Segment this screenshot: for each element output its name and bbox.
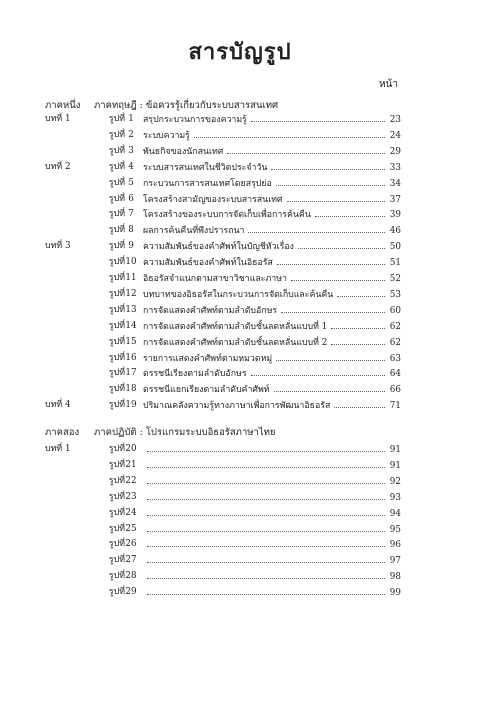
leader-dots	[331, 320, 385, 329]
page-number: 62	[389, 337, 401, 348]
leader-dots	[276, 352, 385, 361]
toc-row[interactable]	[45, 113, 401, 126]
toc-entry	[143, 367, 401, 381]
page-number: 97	[389, 556, 401, 567]
toc-row[interactable]	[45, 443, 401, 456]
figure-label: รูปที่	[108, 304, 125, 315]
figure-label: รูปที่	[108, 368, 125, 379]
figure-number: 1	[128, 114, 134, 124]
page-number: 98	[389, 572, 401, 583]
leader-dots	[334, 399, 385, 408]
toc-entry	[143, 145, 401, 159]
figure-label: รูปที่	[108, 209, 125, 220]
toc-entry	[143, 240, 401, 254]
chapter-label: บทที่ 4	[45, 400, 71, 411]
leader-dots	[248, 224, 385, 233]
chapter-label: บทที่ 3	[45, 241, 71, 252]
figure-number: 28	[125, 571, 137, 582]
toc-entry	[143, 459, 401, 473]
part1-label: ภาคหนึ่ง	[45, 100, 81, 111]
toc-row[interactable]	[45, 554, 401, 567]
figure-label: รูปที่	[108, 225, 125, 236]
figure-label: รูปที่	[108, 539, 125, 550]
figure-label: รูปที่	[108, 491, 125, 502]
toc-row[interactable]	[45, 586, 401, 599]
figure-title: การจัดแสดงคำศัพท์ตามลำดับชั้นลดหลั่นแบบที่ 2	[143, 337, 328, 348]
chapter-label: บทที่ 2	[45, 161, 71, 172]
toc-row[interactable]	[45, 304, 401, 317]
page-number: 46	[389, 226, 401, 237]
figure-title: โครงสร้างสามัญของระบบสารสนเทศ	[143, 194, 283, 205]
figure-number: 23	[125, 491, 137, 502]
figure-title: รายการแสดงคำศัพท์ตามหมวดหมู่	[143, 353, 273, 364]
toc-row[interactable]	[45, 352, 401, 365]
figure-label: รูปที่	[108, 320, 125, 331]
leader-dots	[274, 383, 385, 392]
figure-title: ดรรชนีเรียงตามลำดับอักษร	[143, 369, 247, 380]
figure-label: รูปที่	[108, 523, 125, 534]
toc-row[interactable]	[45, 208, 401, 221]
toc-row[interactable]	[45, 320, 401, 333]
toc-entry	[143, 383, 401, 397]
toc-entry	[143, 272, 401, 286]
figure-title: ความสัมพันธ์ของคำศัพท์ในอิธอรัส	[143, 258, 273, 269]
figure-title: โครงสร้างของระบบการจัดเก็บเพื่อการค้นคืน	[143, 210, 311, 221]
figure-title: การจัดแสดงคำศัพท์ตามลำดับชั้นลดหลั่นแบบที่ 1	[143, 321, 328, 332]
figure-number: 25	[125, 523, 137, 534]
page-number: 99	[389, 588, 401, 599]
figure-number: 13	[125, 304, 137, 315]
figure-number: 24	[125, 507, 137, 518]
page-number: 95	[389, 524, 401, 535]
toc-row[interactable]	[45, 145, 401, 158]
figure-number: 6	[128, 193, 134, 204]
page-number: 29	[389, 146, 401, 157]
toc-row[interactable]	[45, 161, 401, 174]
toc-entry	[143, 443, 401, 457]
toc-entry	[143, 523, 401, 537]
figure-number: 8	[128, 225, 134, 236]
toc-entry	[143, 336, 401, 350]
leader-dots	[147, 538, 385, 547]
toc-row[interactable]	[45, 272, 401, 285]
leader-dots	[147, 586, 385, 595]
leader-dots	[147, 523, 385, 532]
toc-entry	[143, 570, 401, 584]
page-number: 64	[389, 369, 401, 380]
toc-entry	[143, 208, 401, 222]
toc-row[interactable]	[45, 475, 401, 488]
figure-label: รูปที่	[108, 161, 125, 172]
toc-row[interactable]	[45, 507, 401, 520]
figure-number: 2	[128, 129, 134, 140]
page-number: 33	[389, 162, 401, 173]
figure-number: 14	[125, 320, 137, 331]
figure-number: 26	[125, 539, 137, 550]
toc-entry	[143, 161, 401, 175]
figure-label: รูปที่	[108, 475, 125, 486]
toc-row[interactable]	[45, 288, 401, 301]
toc-row[interactable]	[45, 383, 401, 396]
figure-label: รูปที่	[108, 507, 125, 518]
figure-number: 4	[128, 161, 134, 172]
figure-number: 7	[128, 209, 134, 220]
page-number: 94	[389, 508, 401, 519]
figure-number: 19	[125, 400, 137, 411]
part2-subtitle: ภาคปฏิบัติ : โปรแกรมระบบอิธอรัสภาษาไทย	[94, 427, 276, 438]
figure-label: รูปที่	[108, 555, 125, 566]
figure-number: 17	[125, 368, 137, 379]
toc-entry	[143, 113, 401, 127]
toc-row[interactable]	[45, 491, 401, 504]
leader-dots	[331, 336, 385, 345]
figure-label: รูปที่	[108, 114, 125, 124]
toc-row[interactable]	[45, 367, 401, 380]
figure-number: 20	[125, 444, 137, 454]
figure-label: รูปที่	[108, 459, 125, 470]
page-number: 39	[389, 210, 401, 221]
leader-dots	[251, 367, 385, 376]
toc-row[interactable]	[45, 399, 401, 412]
toc-entry	[143, 129, 401, 143]
toc-entry	[143, 320, 401, 334]
page-title: สารบัญรูป	[188, 39, 292, 65]
toc-row[interactable]	[45, 177, 401, 190]
figure-number: 18	[125, 384, 137, 395]
page-number: 34	[389, 178, 401, 189]
toc-entry	[143, 224, 401, 238]
page-number: 50	[389, 242, 401, 253]
leader-dots	[337, 288, 385, 297]
toc-entry	[143, 256, 401, 270]
figure-label: รูปที่	[108, 145, 125, 156]
figure-title: บทบาทของอิธอรัสในกระบวนการจัดเก็บและค้นคืน	[143, 289, 334, 300]
page-number: 91	[389, 460, 401, 471]
figure-label: รูปที่	[108, 444, 125, 454]
part2-label: ภาคสอง	[45, 427, 80, 438]
figure-title: พันธกิจของนักสนเทศ	[143, 146, 224, 157]
page-number: 66	[389, 385, 401, 396]
figure-label: รูปที่	[108, 352, 125, 363]
figure-number: 9	[128, 241, 134, 252]
figure-number: 15	[125, 336, 137, 347]
figure-number: 27	[125, 555, 137, 566]
leader-dots	[147, 459, 385, 468]
figure-label: รูปที่	[108, 257, 125, 268]
figure-title: สรุปกระบวนการของความรู้	[143, 115, 247, 125]
toc-entry	[143, 399, 401, 413]
figure-title: ความสัมพันธ์ของคำศัพท์ในบัญชีหัวเรื่อง	[143, 242, 294, 253]
figure-title: ปริมาณคลังความรู้ทางภาษาเพื่อการพัฒนาอิธอรัส	[143, 401, 331, 412]
chapter-label: บทที่ 1	[45, 114, 71, 124]
toc-entry	[143, 193, 401, 207]
figure-label: รูปที่	[108, 129, 125, 140]
leader-dots	[147, 475, 385, 484]
toc-entry	[143, 352, 401, 366]
toc-row[interactable]	[45, 459, 401, 472]
page-number: 71	[389, 401, 401, 412]
toc-entry	[143, 538, 401, 552]
leader-dots	[147, 554, 385, 563]
figure-label: รูปที่	[108, 193, 125, 204]
toc-row[interactable]	[45, 224, 401, 237]
figure-label: รูปที่	[108, 336, 125, 347]
figure-label: รูปที่	[108, 571, 125, 582]
figure-number: 21	[125, 459, 137, 470]
leader-dots	[194, 129, 385, 138]
figure-title: ดรรชนีแยกเรียงตามลำดับคำศัพท์	[143, 385, 270, 396]
toc-entry	[143, 491, 401, 505]
toc-row[interactable]	[45, 256, 401, 269]
figure-title: กระบวนการสารสนเทศโดยสรุปย่อ	[143, 178, 272, 189]
toc-entry	[143, 507, 401, 521]
leader-dots	[277, 256, 385, 265]
chapter-label: บทที่ 1	[45, 444, 71, 454]
leader-dots	[251, 113, 385, 122]
toc-entry	[143, 475, 401, 489]
page-number: 24	[389, 130, 401, 141]
page-number: 23	[389, 115, 401, 125]
part1-subtitle: ภาคทฤษฎี : ข้อควรรู้เกี่ยวกับระบบสารสนเทศ	[94, 100, 278, 111]
page-number: 91	[389, 445, 401, 455]
leader-dots	[147, 507, 385, 516]
page-number: 63	[389, 353, 401, 364]
figure-number: 16	[125, 352, 137, 363]
figure-title: ระบบสารสนเทศในชีวิตประจำวัน	[143, 162, 268, 173]
page-number: 62	[389, 321, 401, 332]
figure-label: รูปที่	[108, 400, 125, 411]
page-number: 60	[389, 305, 401, 316]
figure-title: อิธอรัสจำแนกตามสาขาวิชาและภาษา	[143, 274, 287, 284]
toc-entry	[143, 554, 401, 568]
figure-number: 22	[125, 475, 137, 486]
leader-dots	[276, 177, 385, 186]
page-number: 37	[389, 194, 401, 205]
figure-label: รูปที่	[108, 177, 125, 188]
leader-dots	[147, 443, 385, 452]
leader-dots	[147, 570, 385, 579]
toc-entry	[143, 304, 401, 318]
figure-label: รูปที่	[108, 384, 125, 395]
figure-label: รูปที่	[108, 241, 125, 252]
figure-title: การจัดแสดงคำศัพท์ตามลำดับอักษร	[143, 305, 278, 316]
leader-dots	[291, 272, 385, 281]
figure-title: ผลการค้นคืนที่พึงปรารถนา	[143, 226, 245, 237]
page-number: 92	[389, 476, 401, 487]
toc-row[interactable]	[45, 129, 401, 142]
part1-heading	[45, 98, 278, 113]
figure-label: รูปที่	[108, 273, 125, 283]
figure-number: 3	[128, 145, 134, 156]
toc-row[interactable]	[45, 193, 401, 206]
toc-entry	[143, 586, 401, 600]
toc-row[interactable]	[45, 240, 401, 253]
toc-row[interactable]	[45, 538, 401, 551]
figure-number: 10	[125, 257, 137, 268]
leader-dots	[227, 145, 385, 154]
leader-dots	[298, 240, 385, 249]
page-number: 52	[389, 274, 401, 284]
page-number: 53	[389, 289, 401, 300]
toc-entry	[143, 177, 401, 191]
figure-number: 29	[125, 587, 137, 598]
toc-entry	[143, 288, 401, 302]
part2-heading	[45, 425, 275, 440]
leader-dots	[271, 161, 385, 170]
figure-number: 11	[125, 273, 137, 283]
toc-row[interactable]	[45, 336, 401, 349]
figure-title: ระบบความรู้	[143, 130, 190, 141]
leader-dots	[287, 193, 385, 202]
page-column-header: หน้า	[378, 79, 398, 90]
page-number: 51	[389, 258, 401, 269]
leader-dots	[281, 304, 385, 313]
figure-number: 5	[128, 177, 134, 188]
figure-label: รูปที่	[108, 587, 125, 598]
page-number: 93	[389, 492, 401, 503]
toc-row[interactable]	[45, 523, 401, 536]
figure-number: 12	[125, 288, 137, 299]
page-number: 96	[389, 540, 401, 551]
toc-row[interactable]	[45, 570, 401, 583]
leader-dots	[147, 491, 385, 500]
figure-label: รูปที่	[108, 288, 125, 299]
leader-dots	[315, 208, 385, 217]
